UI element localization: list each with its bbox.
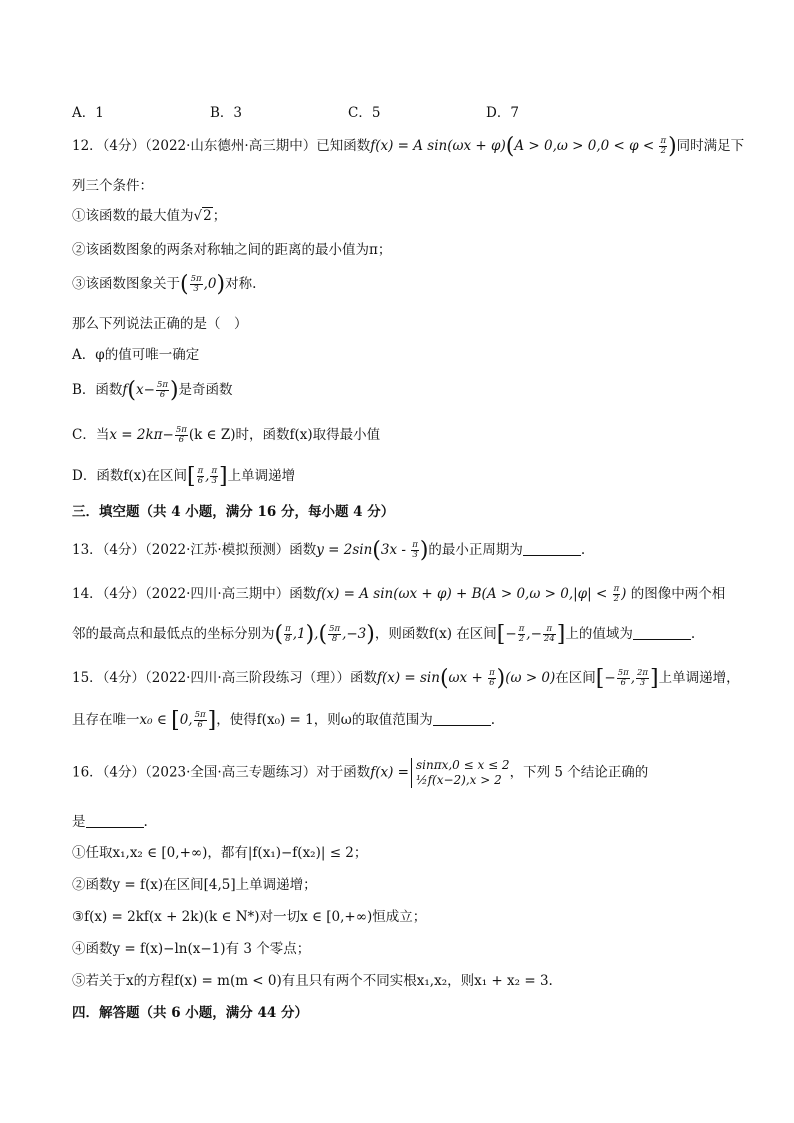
- q12-condition-3: ③该函数图象关于( $\frac{5\pi}{3}$ ,0)对称.: [72, 272, 257, 297]
- q14-answer-blank[interactable]: [633, 627, 691, 640]
- q12-stem: 12．（4分）（2022·山东德州·高三期中）已知函数f(x) = A sin(ωx + φ)(A > 0,ω > 0,0 < φ < $\frac{\pi}{2}$ )同时满足下: [72, 134, 745, 159]
- section-4-heading: 四．解答题（共 6 小题，满分 44 分）: [72, 1005, 308, 1021]
- q12-choice-b: B．函数f(x− $\frac{5\pi}{6}$ )是奇函数: [72, 378, 233, 403]
- q13: 13．（4分）（2022·江苏·模拟预测）函数y = 2sin(3x - $\frac{\pi}{3}$ )的最小正周期为 .: [72, 538, 586, 563]
- q16-line-1: 16．（4分）（2023·全国·高三专题练习）对于函数f(x) = sinπx,0 ≤ x ≤ 2 ½f(x−2),x > 2 ，下列 5 个结论正确的: [72, 758, 649, 787]
- option-b: B．3: [210, 105, 243, 121]
- q16-line-2: 是 .: [72, 814, 148, 830]
- q14-line-1: 14．（4分）（2022·四川·高三期中）函数f(x) = A sin(ωx + φ) + B(A > 0,ω > 0,|φ| < $\frac{\pi}{2}$ ) 的图像中两个相: [72, 584, 726, 604]
- q16-statement-4: ④函数y = f(x)−ln(x−1)有 3 个零点；: [72, 941, 311, 957]
- q12-condition-2: ②该函数图象的两条对称轴之间的距离的最小值为π；: [72, 242, 392, 258]
- q12-choice-c: C．当x = 2kπ− $\frac{5\pi}{6}$ (k ∈ Z)时，函数f(x)取得最小值: [72, 425, 381, 445]
- q15-answer-blank[interactable]: [433, 713, 491, 726]
- q16-answer-blank[interactable]: [86, 815, 144, 828]
- q15-line-2: 且存在唯一x₀ ∈ [0, $\frac{5\pi}{6}$ ]，使得f(x₀) = 1，则ω的取值范围为 .: [72, 708, 496, 733]
- q12-stem-cont: 列三个条件：: [72, 178, 153, 194]
- section-3-heading: 三．填空题（共 4 小题，满分 16 分，每小题 4 分）: [72, 504, 395, 520]
- q15-line-1: 15．（4分）（2022·四川·高三阶段练习（理））函数f(x) = sin(ωx + $\frac{\pi}{6}$ )(ω > 0)在区间[− $\frac{5\pi}{6}$ , $\frac{2\pi}{3}$ ]上单调递增，: [72, 666, 740, 691]
- q12-choice-d: D．函数f(x)在区间[ $\frac{\pi}{6}$ , $\frac{\pi}{3}$ ]上单调递增: [72, 464, 296, 489]
- q16-statement-5: ⑤若关于x的方程f(x) = m(m < 0)有且只有两个不同实根x₁,x₂，则x₁ + x₂ = 3.: [72, 973, 553, 989]
- option-c: C．5: [348, 105, 381, 121]
- option-d: D．7: [486, 105, 519, 121]
- q12-choice-a: A．φ的值可唯一确定: [72, 347, 200, 363]
- q14-line-2: 邻的最高点和最低点的坐标分别为( $\frac{\pi}{8}$ ,1),( $\frac{5\pi}{8}$ ,−3)，则函数f(x) 在区间[− $\frac{\pi}{2}$ ,− $\frac{\pi}{24}$ ]上的值域为 .: [72, 622, 696, 647]
- option-a: A．1: [72, 105, 104, 121]
- q16-statement-3: ③f(x) = 2kf(x + 2k)(k ∈ N*)对一切x ∈ [0,+∞)恒成立；: [72, 909, 427, 925]
- q12-condition-1: ①该函数的最大值为√2；: [72, 208, 227, 224]
- q16-statement-1: ①任取x₁,x₂ ∈ [0,+∞)，都有|f(x₁)−f(x₂)| ≤ 2；: [72, 845, 368, 861]
- q13-answer-blank[interactable]: [523, 543, 581, 556]
- q12-question: 那么下列说法正确的是（ ）: [72, 316, 248, 332]
- q16-statement-2: ②函数y = f(x)在区间[4,5]上单调递增；: [72, 877, 317, 893]
